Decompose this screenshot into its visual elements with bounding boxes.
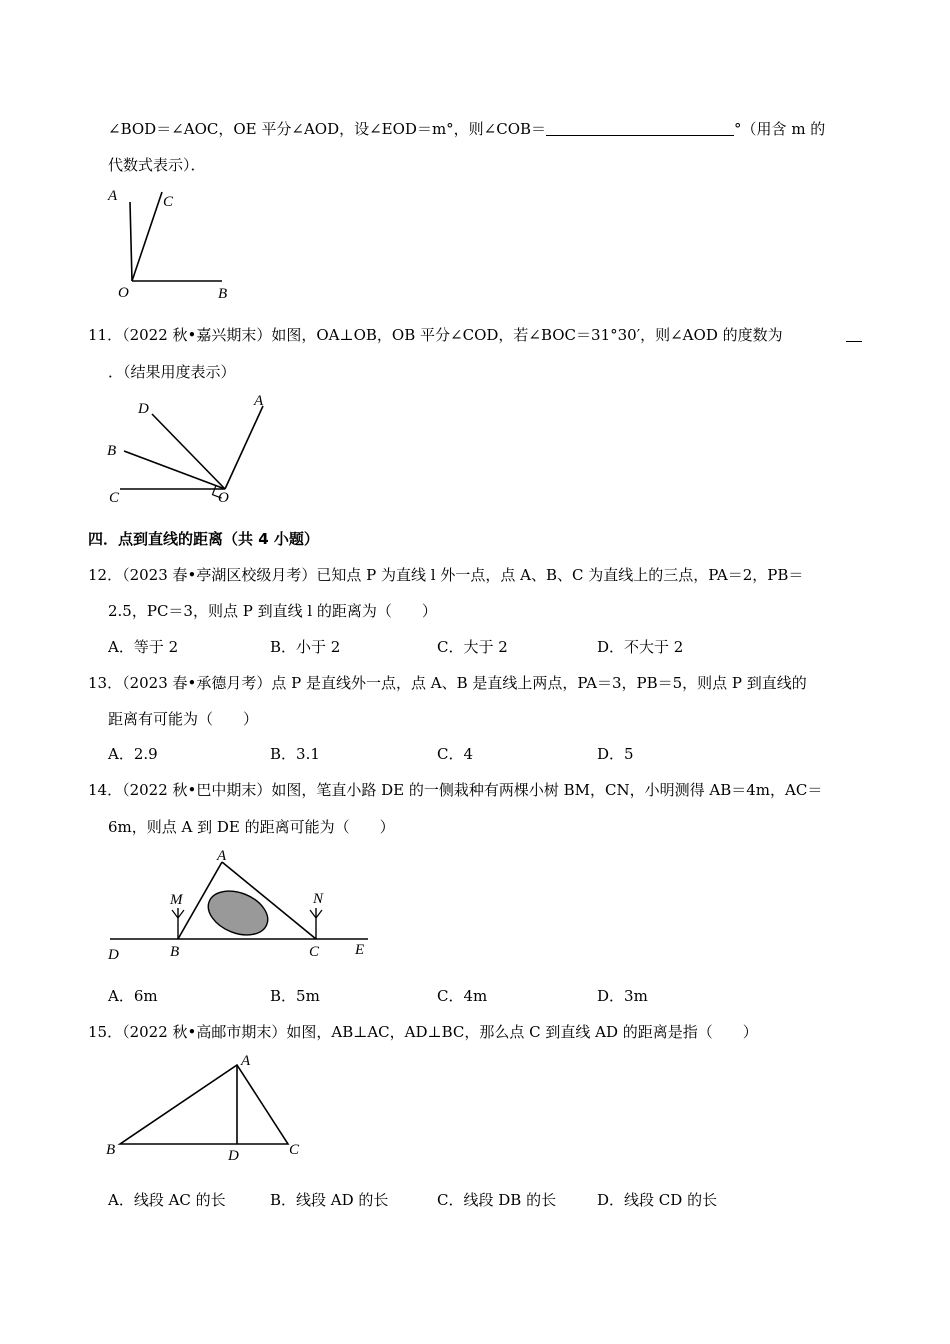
q14-label-c: C [309,944,320,960]
q11-label-b: B [107,443,117,459]
q14-option-a[interactable]: A．6m [108,987,158,1005]
q13-option-b[interactable]: B．3.1 [270,745,320,763]
q12-option-d[interactable]: D．不大于 2 [597,638,684,656]
q15-text-line1: 15．（2022 秋•高邮市期末）如图，AB⊥AC，AD⊥BC，那么点 C 到直线 AD 的距离是指（ ） [88,1023,758,1041]
q10-text-line2: 代数式表示）． [108,156,206,174]
q10-figure [100,180,250,305]
q12-text-line1: 12．（2023 春•亭湖区校级月考）已知点 P 为直线 l 外一点，点 A、B、C 为直线上的三点，PA＝2，PB＝ [88,566,804,584]
q10-label-b: B [218,286,228,302]
q13-option-c[interactable]: C．4 [437,745,474,763]
q10-label-a: A [108,188,118,204]
q10-ray-oa [130,202,132,281]
q14-text-line1: 14．（2022 秋•巴中期末）如图，笔直小路 DE 的一侧栽种有两棵小树 BM，CN，小明测得 AB＝4m，AC＝ [88,781,823,799]
q10-line1-tail: °（用含 m 的 [734,120,826,138]
q11-text-line2: ．（结果用度表示） [108,363,236,381]
q12-option-c[interactable]: C．大于 2 [437,638,508,656]
q14-label-b: B [170,944,180,960]
q12-text-line2: 2.5，PC＝3，则点 P 到直线 l 的距离为（ ） [108,602,437,620]
q14-option-c[interactable]: C．4m [437,987,488,1005]
q13-option-a[interactable]: A．2.9 [108,745,158,763]
q14-label-d: D [108,947,119,963]
q14-label-a: A [217,848,227,864]
q13-text-line2: 距离有可能为（ ） [108,710,259,728]
q12-option-b[interactable]: B．小于 2 [270,638,341,656]
q10-ray-oc [132,192,162,281]
section-heading: 四．点到直线的距离（共 4 小题） [88,530,319,548]
q15-label-b: B [106,1142,116,1158]
q15-label-d: D [228,1148,239,1164]
q15-label-a: A [241,1053,251,1069]
q11-ray-oa [225,406,263,489]
q11-label-a: A [254,393,264,409]
q14-option-b[interactable]: B．5m [270,987,320,1005]
q10-line1-main: ∠BOD＝∠AOC，OE 平分∠AOD，设∠EOD＝m°，则∠COB＝ [108,120,547,138]
q15-option-d[interactable]: D．线段 CD 的长 [597,1191,718,1209]
q11-label-o: O [218,490,229,506]
q11-label-c: C [109,490,120,506]
q15-triangle-abc [120,1065,288,1144]
q11-ray-ob [124,451,225,489]
q10-answer-blank [546,121,734,136]
q14-pond-ellipse [202,883,274,943]
q15-label-c: C [289,1142,300,1158]
q11-figure [100,388,290,513]
q13-text-line1: 13．（2023 春•承德月考）点 P 是直线外一点，点 A、B 是直线上两点，PA＝3，PB＝5，则点 P 到直线的 [88,674,807,692]
q11-answer-blank [846,327,862,342]
q10-text-line1 [108,121,825,137]
q14-text-line2: 6m，则点 A 到 DE 的距离可能为（ ） [108,818,395,836]
q10-label-c: C [163,194,174,210]
q12-option-a[interactable]: A．等于 2 [108,638,179,656]
q14-label-e: E [355,942,365,958]
q14-label-m: M [170,892,183,908]
q14-figure [100,843,380,968]
q14-label-n: N [313,891,324,907]
q11-ray-od [152,414,225,489]
q15-option-c[interactable]: C．线段 DB 的长 [437,1191,557,1209]
q11-line1-main: 11．（2022 秋•嘉兴期末）如图，OA⊥OB，OB 平分∠COD，若∠BOC＝31°30′，则∠AOD 的度数为 [88,326,783,344]
q11-label-d: D [138,401,149,417]
q13-option-d[interactable]: D．5 [597,745,634,763]
q15-option-a[interactable]: A．线段 AC 的长 [108,1191,226,1209]
q11-text-line1 [88,328,783,343]
q14-option-d[interactable]: D．3m [597,987,648,1005]
q10-label-o: O [118,285,129,301]
q15-option-b[interactable]: B．线段 AD 的长 [270,1191,389,1209]
q15-figure [100,1050,320,1170]
